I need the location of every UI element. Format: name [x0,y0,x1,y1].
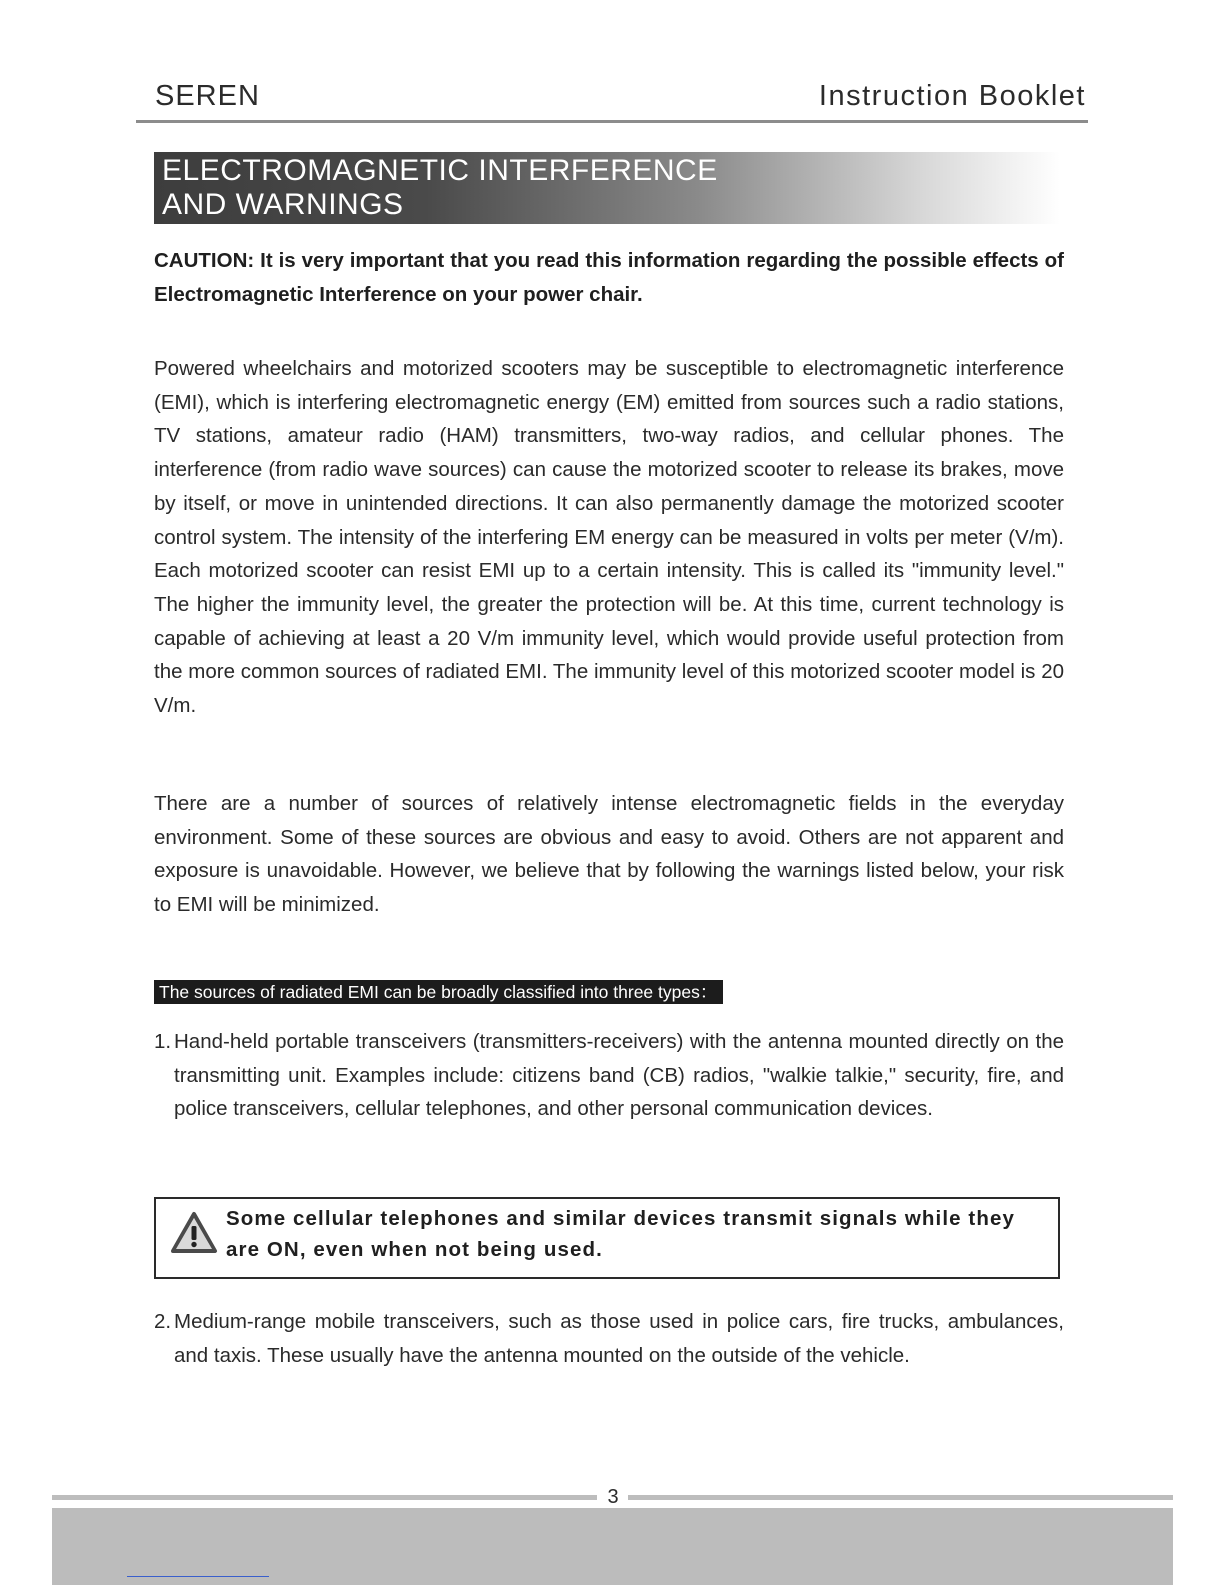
list-item [154,1025,1064,1126]
paragraph-emi-sources: There are a number of sources of relatively intense electromagnetic fields in the everyday environment. Some of these sources are obvious and easy to avoid. Others are not apparent and exposure is unavoidable. However, we believe that by following the warnings listed below, your risk to EMI will be minimized. [154,792,1064,917]
footer-rule-left [52,1495,597,1500]
footer-link-underline[interactable] [127,1576,269,1577]
header-divider [136,120,1088,123]
section-title-line-1: ELECTROMAGNETIC INTERFERENCE [162,154,718,187]
list-item-text: Hand-held portable transceivers (transmitters-receivers) with the antenna mounted directly on the transmitting unit. Examples include: citizens band (CB) radios, "walkie talkie," security, fire, and police transceivers, cellular telephones, and other personal communication devices. [174,1030,1064,1121]
list-item-number: 1. [154,1030,172,1053]
section-title-banner [154,152,1060,224]
warning-box [154,1197,1060,1279]
warning-triangle-icon [170,1211,218,1255]
header-brand: SEREN [155,80,260,112]
caution-statement: CAUTION: It is very important that you read this information regarding the possible effects of Electromagnetic Interference on your power chair. [154,249,1064,306]
footer-band [52,1508,1173,1585]
paragraph-emi-overview: Powered wheelchairs and motorized scooters may be susceptible to electromagnetic interference (EMI), which is interfering electromagnetic energy (EM) emitted from sources such a radio stations, TV stations, amateur radio (HAM) transmitters, two-way radios, and cellular phones. The interference (from radio wave sources) can cause the motorized scooter to release its brakes, move by itself, or move in unintended directions. It can also permanently damage the motorized scooter control system. The intensity of the interfering EM energy can be measured in volts per meter (V/m). Each motorized scooter can resist EMI up to a certain intensity. This is called its "immunity level." The higher the immunity level, the greater the protection will be. At this time, current technology is capable of achieving at least a 20 V/m immunity level, which would provide useful protection from the more common sources of radiated EMI. The immunity level of this motorized scooter model is 20 V/m. [154,357,1064,718]
list-item-number: 2. [154,1310,172,1333]
types-heading: The sources of radiated EMI can be broadly classified into three types： [154,980,723,1004]
footer-rule-right [628,1495,1173,1500]
warning-text: Some cellular telephones and similar devices transmit signals while they are ON, even when not being used. [226,1207,1015,1261]
list-item [154,1305,1064,1372]
header-doc-title: Instruction Booklet [818,80,1086,112]
page-number: 3 [607,1486,619,1508]
list-item-text: Medium-range mobile transceivers, such as those used in police cars, fire trucks, ambulances, and taxis. These usually have the antenna mounted on the outside of the vehicle. [174,1310,1064,1367]
section-title-line-2: AND WARNINGS [162,188,404,221]
